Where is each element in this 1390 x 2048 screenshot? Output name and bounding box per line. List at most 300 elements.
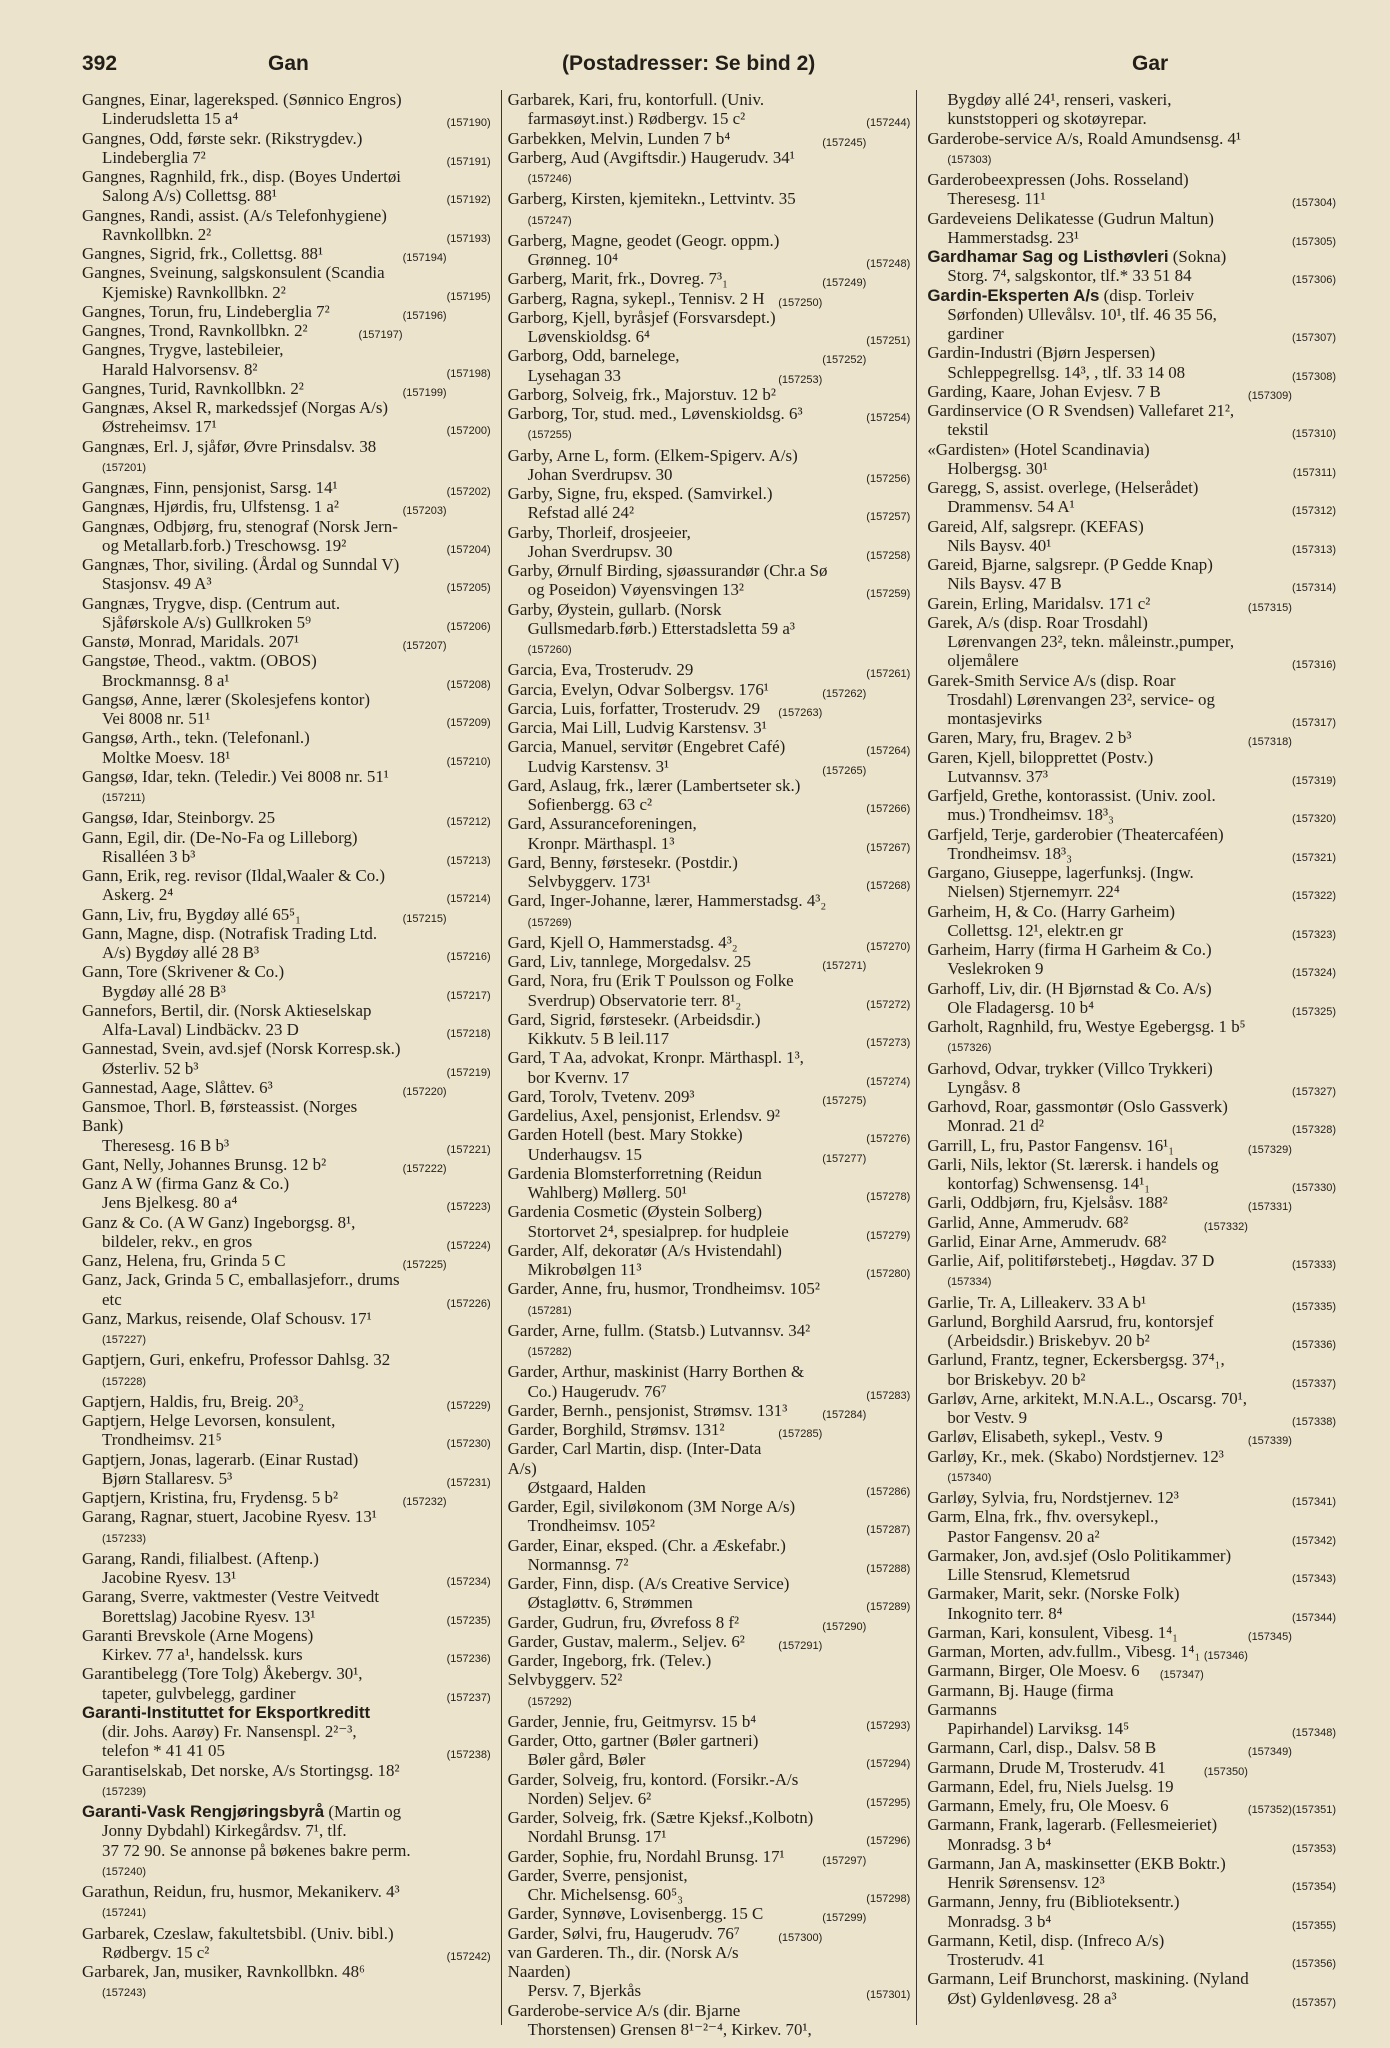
entry-line	[82, 1962, 491, 1981]
entry-line	[508, 1087, 911, 1106]
entry-text: Gant, Nelly, Johannes Brunsg. 12 b²	[82, 1154, 327, 1174]
entry-number: (157208)	[446, 678, 491, 691]
entry-text: Garcia, Manuel, servitør (Engebret Café)	[507, 737, 786, 757]
entry-line	[508, 1885, 911, 1904]
entry-line	[927, 1193, 1336, 1212]
entry-text: Garberg, Kirsten, kjemitekn., Lettvintv. 35	[507, 189, 796, 209]
entry-number: (157285)	[778, 1428, 823, 1440]
directory-entry	[927, 613, 1336, 671]
entry-text: Chr. Michelsensg. 60⁵₃	[527, 1885, 683, 1904]
directory-entry	[82, 808, 491, 827]
entry-line	[927, 1155, 1336, 1174]
entry-line	[82, 1059, 491, 1078]
directory-entry	[82, 1392, 491, 1411]
entry-text: Mikrobølgen 11³	[527, 1260, 642, 1279]
entry-line	[927, 536, 1336, 555]
entry-line	[927, 1738, 1336, 1757]
entry-number: (157230)	[446, 1438, 491, 1451]
entry-line	[508, 1202, 911, 1221]
entry-line	[927, 1408, 1336, 1427]
entry-line	[927, 1969, 1336, 1988]
entry-line	[508, 189, 911, 208]
entry-line	[82, 1821, 491, 1840]
entry-line	[927, 882, 1336, 901]
entry-line	[82, 1001, 491, 1020]
directory-entry	[927, 1193, 1336, 1212]
entry-line	[82, 828, 491, 847]
entry-text: Garløv, Elisabeth, sykepl., Vestv. 9	[927, 1427, 1163, 1447]
directory-entry	[927, 1546, 1336, 1585]
entry-line	[82, 340, 491, 359]
directory-entry	[82, 206, 491, 245]
directory-entry	[927, 382, 1336, 401]
entry-number: (157334)	[947, 1276, 992, 1289]
entry-line	[82, 594, 491, 613]
entry-line	[82, 671, 491, 690]
entry-text: Linderudsletta 15 a⁴	[102, 109, 239, 129]
entry-number: (157200)	[446, 425, 491, 438]
entry-line	[82, 1155, 491, 1174]
entry-number: (157267)	[866, 841, 911, 854]
entry-text: Garhovd, Odvar, trykker (Villco Trykkeri)	[927, 1058, 1213, 1078]
entry-text: Co.) Haugerudv. 76⁷	[527, 1381, 667, 1401]
entry-line	[508, 1068, 911, 1087]
entry-text: Garberg, Marit, frk., Dovreg. 7³₁	[507, 269, 728, 289]
entry-text: Gaptjern, Jonas, lagerarb. (Einar Rustad)	[82, 1449, 359, 1469]
entry-line	[927, 1815, 1336, 1834]
entry-text: Garen, Mary, fru, Bragev. 2 b³	[927, 728, 1132, 748]
entry-line	[508, 1401, 911, 1420]
entry-line	[82, 1722, 491, 1741]
directory-entry	[927, 940, 1336, 979]
entry-text: Gardenia Blomsterforretning (Reidun	[507, 1163, 762, 1183]
directory-entry	[82, 1174, 491, 1213]
entry-text: bildeler, rekv., en gros	[102, 1231, 253, 1251]
entry-number: (157287)	[866, 1524, 911, 1537]
entry-number: (157269)	[527, 916, 572, 929]
directory-entry	[927, 863, 1336, 902]
entry-number: (157254)	[866, 412, 911, 424]
directory-entry	[82, 1213, 491, 1252]
entry-number: (157246)	[527, 173, 572, 185]
entry-line	[927, 1989, 1336, 2008]
entry-line	[82, 1039, 491, 1058]
entry-text: Garmann, Carl, disp., Dalsv. 58 B	[927, 1738, 1157, 1758]
entry-text: Gann, Erik, reg. revisor (Ildal,Waaler & Co.)	[82, 866, 386, 885]
entry-text: Gannefors, Bertil, dir. (Norsk Aktieselskap	[82, 1000, 372, 1020]
entry-text: Garman, Kari, konsulent, Vibesg. 1⁴₁	[927, 1622, 1178, 1642]
entry-line	[927, 1116, 1336, 1135]
entry-number: (157228)	[102, 1375, 147, 1388]
directory-entry	[508, 1574, 911, 1613]
entry-line	[927, 959, 1336, 978]
directory-entry	[82, 167, 491, 206]
entry-text: Nils Baysv. 47 B	[947, 574, 1062, 594]
entry-line	[927, 1642, 1336, 1661]
entry-text: Alfa-Laval) Lindbäckv. 23 D	[102, 1020, 299, 1039]
entry-text: Holbergsg. 30¹	[947, 458, 1048, 478]
directory-entry	[508, 189, 911, 231]
entry-line	[508, 834, 911, 853]
entry-number: (157296)	[866, 1835, 911, 1848]
entry-line	[82, 148, 491, 167]
directory-entry	[927, 728, 1336, 747]
entry-line	[508, 289, 911, 308]
entry-line	[927, 1661, 1336, 1680]
directory-entry	[82, 1761, 491, 1803]
entry-number: (157289)	[866, 1601, 911, 1614]
entry-text: Gann, Tore (Skrivener & Co.)	[82, 962, 285, 982]
entry-text: Lørenvangen 23², tekn. måleinstr.,pumper,	[947, 632, 1235, 651]
entry-text: Garlie, Aif, politiførstebetj., Høgdav. 37 D	[927, 1251, 1215, 1270]
entry-line	[508, 1145, 911, 1164]
entry-line	[927, 1078, 1336, 1097]
entry-text: Garfjeld, Grethe, kontorassist. (Univ. zool.	[927, 786, 1216, 805]
entry-line	[82, 1270, 491, 1289]
directory-entry	[508, 404, 911, 446]
directory-entry	[82, 1507, 491, 1549]
entry-text: Garderobe-service A/s, Roald Amundsensg. 4¹	[927, 128, 1242, 148]
directory-entry	[927, 90, 1336, 129]
entry-text: Garcia, Luis, forfatter, Trosterudv. 29	[507, 698, 761, 718]
entry-line	[82, 1645, 491, 1664]
entry-text: Bøler gård, Bøler	[527, 1750, 646, 1770]
directory-entry	[508, 891, 911, 933]
entry-text: Hammerstadsg. 23¹	[947, 227, 1080, 247]
entry-number: (157190)	[446, 117, 491, 130]
entry-text: Vei 8008 nr. 51¹	[102, 709, 211, 728]
entry-text: Gangnæs, Erl. J, sjåfør, Øvre Prinsdalsv. 38	[82, 436, 377, 456]
entry-text: Østgaard, Halden	[527, 1477, 646, 1497]
entry-text: Gardelius, Axel, pensjonist, Erlendsv. 9²	[507, 1106, 780, 1125]
entry-text: Garlid, Anne, Ammerudv. 68²	[927, 1212, 1129, 1232]
page-header	[82, 52, 1334, 82]
entry-text: Garborg, Solveig, frk., Majorstuv. 12 b²	[507, 384, 776, 404]
entry-line	[82, 437, 491, 456]
entry-text: kunststopperi og skotøyrepar.	[947, 109, 1147, 129]
entry-text: Garrill, L, fru, Pastor Fangensv. 16¹₁	[927, 1135, 1175, 1155]
directory-entry	[82, 1411, 491, 1450]
entry-number: (157225)	[402, 1259, 447, 1271]
entry-line	[927, 1873, 1336, 1892]
entry-line	[82, 398, 491, 417]
entry-text: Ganz, Jack, Grinda 5 C, emballasjeforr., drums	[82, 1270, 400, 1290]
entry-line	[927, 1623, 1336, 1642]
directory-entry	[927, 671, 1336, 729]
entry-line	[508, 1593, 911, 1612]
entry-number: (157325)	[1291, 1005, 1336, 1018]
entry-line	[82, 1193, 491, 1212]
directory-entry	[927, 1155, 1336, 1194]
entry-number: (157337)	[1291, 1377, 1336, 1390]
directory-entry	[927, 1447, 1336, 1489]
entry-text: Garang, Randi, filialbest. (Aftenp.)	[82, 1548, 319, 1568]
directory-entry	[82, 517, 491, 556]
entry-text: Stortorvet 2⁴, spesialprep. for hudpleie	[527, 1221, 789, 1241]
entry-number: (157211)	[102, 792, 146, 804]
entry-number: (157205)	[446, 582, 491, 595]
directory-entry	[927, 1758, 1336, 1777]
entry-number: (157330)	[1291, 1182, 1336, 1194]
entry-text: Garbarek, Jan, musiker, Ravnkollbkn. 48⁶	[82, 1962, 365, 1981]
entry-number: (157350)	[1203, 1765, 1248, 1778]
directory-entry	[927, 825, 1336, 864]
entry-number: (157281)	[527, 1304, 572, 1317]
entry-number: (157257)	[866, 511, 911, 524]
entry-line	[927, 863, 1336, 882]
entry-line	[508, 1789, 911, 1808]
directory-entry	[82, 1251, 491, 1270]
entry-line	[508, 404, 911, 423]
directory-entry	[508, 1497, 911, 1536]
entry-number: (157276)	[866, 1133, 911, 1146]
entry-line	[927, 921, 1336, 940]
entry-text: Gard, Liv, tannlege, Morgedalsv. 25	[507, 952, 751, 971]
entry-number: (157204)	[446, 543, 491, 556]
entry-text: Gaptjern, Kristina, fru, Frydensg. 5 b²	[82, 1488, 339, 1507]
entry-line	[508, 1808, 911, 1827]
entry-number: (157198)	[446, 367, 491, 380]
entry-number: (157194)	[402, 252, 447, 264]
entry-line	[82, 225, 491, 244]
entry-number: (157241)	[102, 1907, 147, 1920]
entry-text: Garmann, Bj. Hauge (firma Garmanns	[927, 1680, 1114, 1719]
entry-line	[82, 1309, 491, 1328]
directory-entry	[927, 478, 1336, 517]
entry-number: (157207)	[402, 640, 447, 652]
entry-line	[82, 478, 491, 497]
entry-number: (157262)	[822, 687, 867, 700]
entry-line	[927, 1604, 1336, 1623]
entry-line	[927, 1293, 1336, 1312]
entry-number: (157196)	[402, 309, 447, 322]
entry-text: Garlund, Frantz, tegner, Eckersbergsg. 37⁴₁,	[927, 1350, 1225, 1370]
directory-entry	[508, 1651, 911, 1712]
entry-line	[927, 459, 1336, 478]
entry-line	[508, 446, 911, 465]
entry-text: Trosterudv. 41	[947, 1950, 1046, 1969]
directory-entry	[927, 1059, 1336, 1098]
entry-line	[927, 247, 1336, 266]
entry-number: (157266)	[866, 803, 911, 815]
entry-text: Kronpr. Märthaspl. 1³	[527, 833, 675, 853]
entry-line	[82, 129, 491, 148]
entry-text: Garløy, Kr., mek. (Skabo) Nordstjernev. 12³	[927, 1446, 1224, 1466]
entry-text: Garli, Nils, lektor (St. lærersk. i handels og	[927, 1154, 1219, 1174]
entry-text: Veslekroken 9	[947, 959, 1044, 979]
entry-text: Garmann, Jan A, maskinsetter (EKB Boktr.)	[927, 1853, 1226, 1873]
directory-entry	[508, 1439, 911, 1497]
entry-line	[508, 1125, 911, 1144]
directory-entry	[508, 1279, 911, 1321]
entry-number: (157356)	[1291, 1958, 1336, 1970]
entry-line	[82, 1020, 491, 1039]
entry-line	[927, 651, 1336, 670]
right-guide-word: Gar	[1132, 52, 1169, 75]
header-note: (Postadresser: Se bind 2)	[562, 52, 816, 75]
entry-line	[508, 971, 911, 990]
entry-text: Garmann, Jenny, fru (Biblioteksentr.)	[927, 1892, 1180, 1912]
entry-line	[508, 1321, 911, 1340]
entry-line	[927, 420, 1336, 439]
entry-line	[82, 728, 491, 747]
entry-number: (157243)	[102, 1987, 147, 2000]
entry-text: Garheim, H, & Co. (Harry Garheim)	[927, 901, 1175, 921]
directory-entry	[82, 728, 491, 767]
directory-entry	[508, 1241, 911, 1280]
entry-number: (157245)	[822, 136, 867, 149]
entry-text: Garder, Egil, siviløkonom (3M Norge A/s)	[507, 1497, 796, 1516]
entry-text: Lindeberglia 7²	[102, 147, 206, 167]
directory-entry	[508, 952, 911, 971]
directory-entry	[82, 651, 491, 690]
entry-line	[82, 536, 491, 555]
directory-entry	[82, 1450, 491, 1489]
entry-number: (157353)	[1291, 1842, 1336, 1855]
entry-text: Garby, Thorleif, drosjeeier,	[507, 522, 691, 542]
entry-text: Nordahl Brunsg. 17¹	[527, 1827, 667, 1847]
entry-line	[927, 1136, 1336, 1155]
entry-text: Løvenskioldsg. 6⁴	[527, 327, 650, 346]
entry-text: Garløv, Arne, arkitekt, M.N.A.L., Oscarsg. 70¹,	[927, 1388, 1248, 1408]
entry-number: (157332)	[1203, 1220, 1248, 1233]
entry-text: Garder, Arthur, maskinist (Harry Borthen &	[507, 1362, 805, 1382]
entry-line	[82, 1901, 491, 1923]
entry-number: (157270)	[866, 940, 911, 953]
entry-text: Gangnæs, Hjørdis, fru, Ulfstensg. 1 a²	[82, 497, 339, 517]
directory-entry	[508, 523, 911, 562]
entry-number: (157349)	[1247, 1746, 1292, 1759]
directory-entry	[927, 902, 1336, 941]
entry-line	[508, 776, 911, 795]
entry-text: Garmann, Emely, fru, Ole Moesv. 6	[927, 1796, 1169, 1815]
entry-text: Garen, Kjell, bilopprettet (Postv.)	[927, 747, 1154, 767]
entry-line	[508, 1690, 911, 1712]
entry-text: Storg. 7⁴, salgskontor, tlf.* 33 51 84	[947, 266, 1192, 286]
entry-line	[508, 231, 911, 250]
entry-line	[927, 1912, 1336, 1931]
entry-line	[82, 962, 491, 981]
directory-entry	[508, 1770, 911, 1809]
entry-text: Bjørn Stallaresv. 5³	[102, 1468, 233, 1488]
entry-line	[927, 363, 1336, 382]
entry-number: (157335)	[1291, 1300, 1336, 1313]
entry-text: (Arbeidsdir.) Briskebyv. 20 b²	[947, 1331, 1150, 1350]
entry-line	[508, 638, 911, 660]
entry-text: Risalléen 3 b³	[102, 846, 196, 866]
entry-line	[927, 1213, 1336, 1232]
entry-number: (157354)	[1291, 1881, 1336, 1893]
directory-entry	[927, 1293, 1336, 1312]
entry-line	[927, 1447, 1336, 1466]
entry-line	[82, 167, 491, 186]
entry-text: Persv. 7, Bjerkås	[527, 1981, 642, 2001]
entry-text: Garantibelegg (Tore Tolg) Åkebergv. 30¹,	[82, 1664, 363, 1684]
directory-entry	[927, 401, 1336, 440]
entry-line	[508, 503, 911, 522]
entry-text: Ole Fladagersg. 10 b⁴	[947, 997, 1094, 1017]
entry-line	[508, 952, 911, 971]
entry-text: Gangnæs, Trygve, disp. (Centrum aut.	[82, 593, 341, 613]
entry-text: Schleppegrellsg. 14³, , tlf. 33 14 08	[947, 362, 1186, 382]
entry-number: (157292)	[527, 1695, 572, 1708]
entry-text: Gann, Egil, dir. (De-No-Fa og Lilleborg)	[82, 827, 358, 847]
entry-line	[927, 228, 1336, 247]
entry-line	[927, 671, 1336, 690]
directory-entry	[927, 1488, 1336, 1507]
directory-entry	[508, 1202, 911, 1241]
entry-line	[927, 844, 1336, 863]
entry-line	[82, 302, 491, 321]
entry-line	[82, 206, 491, 225]
entry-text: Johan Sverdrupsv. 30	[527, 541, 673, 561]
entry-line	[508, 1651, 911, 1690]
entry-number: (157242)	[446, 1950, 491, 1963]
entry-line	[508, 561, 911, 580]
entry-text: Jens Bjelkesg. 80 a⁴	[102, 1193, 238, 1213]
directory-entry	[82, 905, 491, 924]
entry-line	[508, 1866, 911, 1885]
directory-entry	[82, 1626, 491, 1665]
entry-number: (157227)	[102, 1334, 147, 1346]
entry-number: (157231)	[446, 1476, 491, 1489]
entry-line	[927, 1892, 1336, 1911]
entry-text: Inkognito terr. 8⁴	[947, 1603, 1063, 1623]
entry-text: Bygdøy allé 28 B³	[102, 981, 226, 1001]
entry-text: Gardin-Eksperten A/s (disp. Torleiv	[927, 285, 1195, 305]
entry-number: (157308)	[1291, 370, 1336, 383]
directory-entry	[927, 1681, 1336, 1739]
entry-line	[508, 1497, 911, 1516]
column-1	[82, 90, 491, 2025]
entry-text: Garholt, Ragnhild, fru, Westye Egebergsg. 1 b⁵	[927, 1017, 1246, 1036]
entry-line	[508, 1574, 911, 1593]
entry-text: Garberg, Aud (Avgiftsdir.) Haugerudv. 34¹	[507, 147, 795, 167]
entry-text: Garder, Carl Martin, disp. (Inter-Data A/s)	[507, 1439, 762, 1478]
entry-number: (157275)	[822, 1094, 867, 1107]
entry-line	[927, 805, 1336, 824]
entry-text: Garanti Brevskole (Arne Mogens)	[82, 1625, 314, 1645]
entry-text: Gard, Torolv, Tvetenv. 209³	[507, 1086, 695, 1106]
entry-number: (157191)	[446, 155, 491, 168]
entry-line	[82, 808, 491, 827]
entry-line	[927, 1251, 1336, 1270]
entry-number: (157348)	[1291, 1727, 1336, 1739]
directory-entry	[508, 737, 911, 776]
entry-line	[82, 982, 491, 1001]
entry-line	[927, 767, 1336, 786]
entry-number: (157239)	[102, 1785, 147, 1798]
directory-entry	[82, 321, 491, 340]
entry-line	[508, 1750, 911, 1769]
entry-line	[82, 1469, 491, 1488]
entry-number: (157218)	[446, 1028, 491, 1040]
entry-line	[927, 728, 1336, 747]
entry-text: Gareid, Bjarne, salgsrepr. (P Gedde Knap)	[927, 555, 1213, 574]
directory-entry	[82, 1664, 491, 1703]
entry-text: Salong A/s) Collettsg. 88¹	[102, 186, 277, 206]
entry-text: Gangnæs, Finn, pensjonist, Sarsg. 14¹	[82, 478, 338, 497]
entry-text: Gard, Inger-Johanne, lærer, Hammerstadsg. 4³₂	[507, 891, 827, 911]
directory-entry	[927, 555, 1336, 594]
entry-line	[927, 266, 1336, 285]
entry-line	[82, 497, 491, 516]
entry-number: (157249)	[822, 277, 867, 290]
directory-entry	[508, 446, 911, 485]
entry-number: (157314)	[1291, 582, 1336, 595]
directory-entry	[82, 1350, 491, 1392]
directory-entry	[82, 340, 491, 379]
